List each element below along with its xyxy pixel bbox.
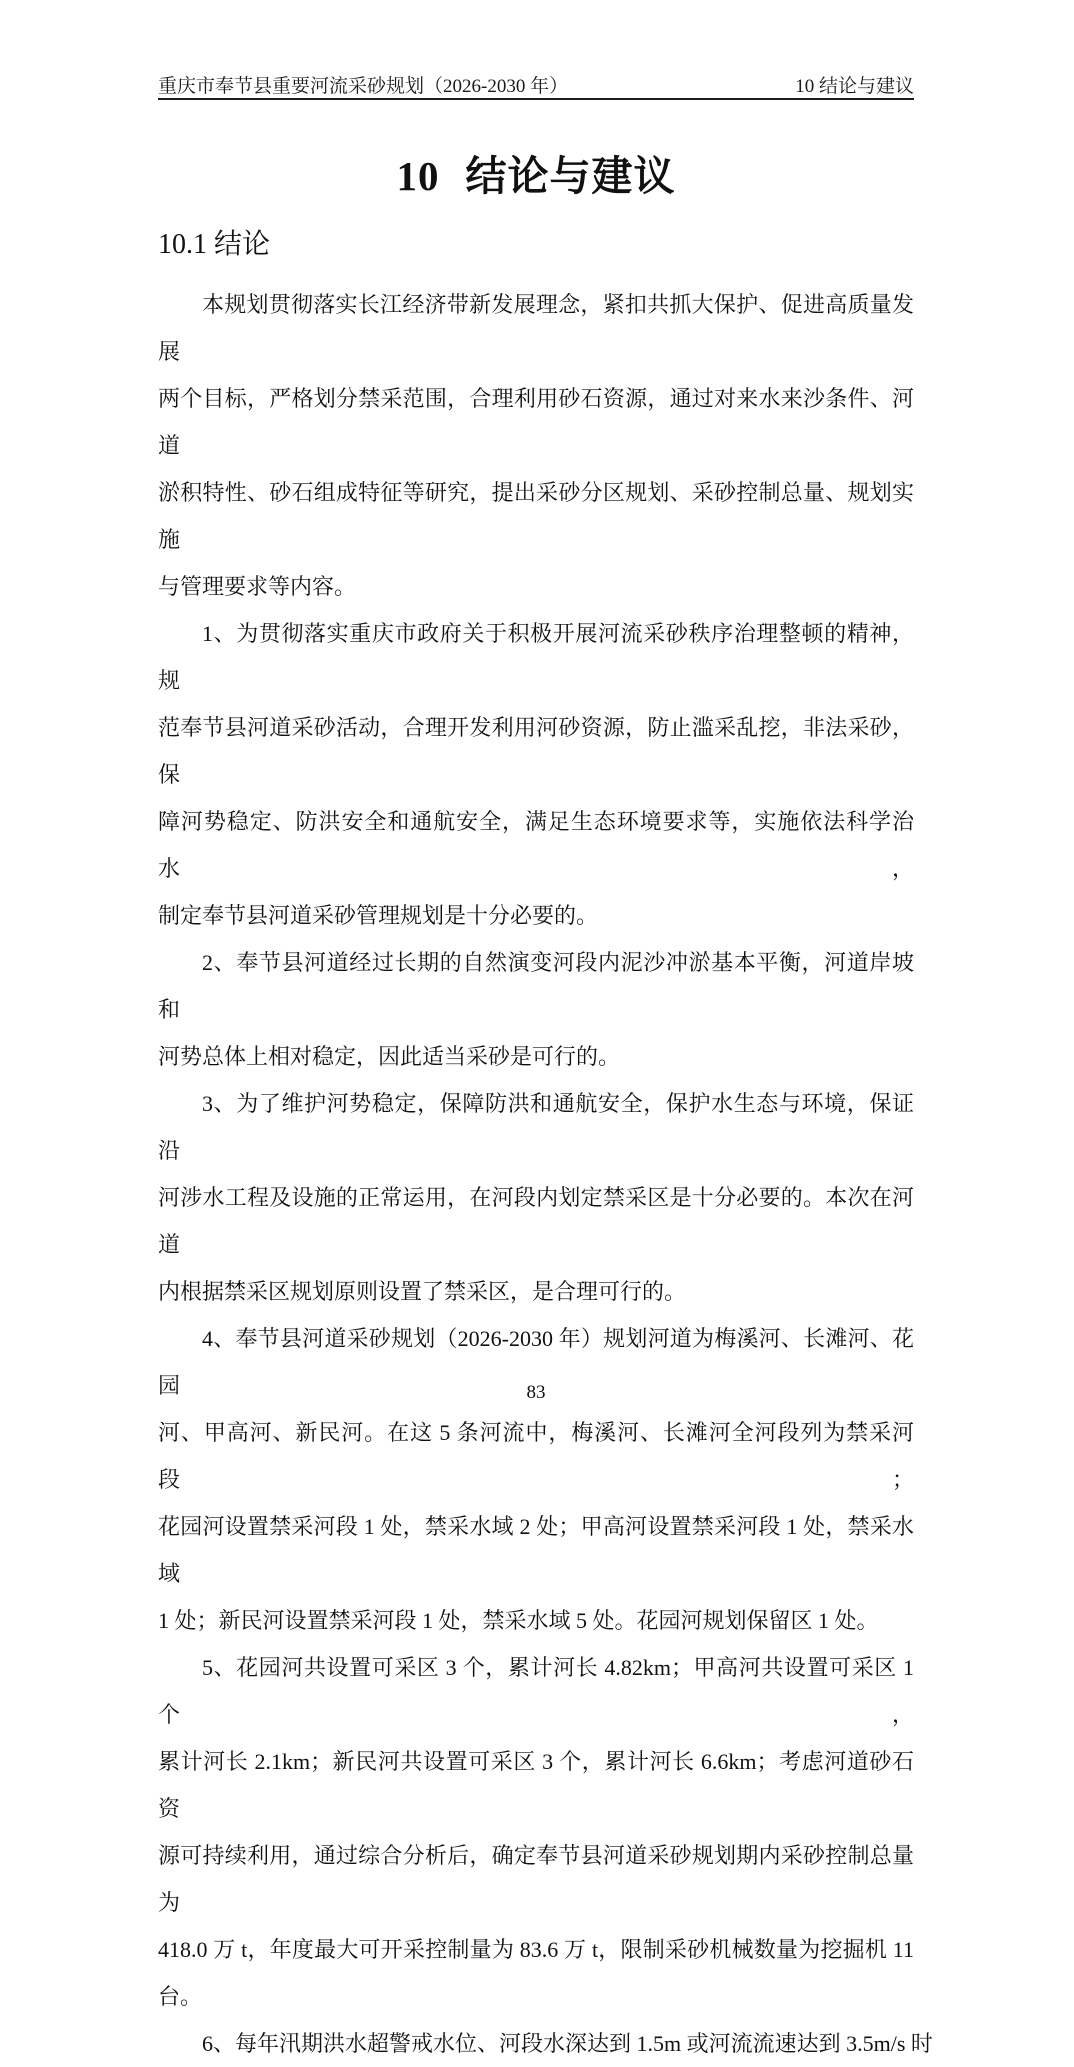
chapter-title (158, 143, 914, 202)
paragraph (158, 610, 914, 939)
body-line: 5、花园河共设置可采区 3 个，累计河长 4.82km；甲高河共设置可采区 1 个， (158, 1655, 914, 1727)
body-line: 两个目标，严格划分禁采范围，合理利用砂石资源，通过对来水来沙条件、河道 (158, 386, 914, 458)
header-divider (158, 98, 914, 100)
body-line: 河、甲高河、新民河。在这 5 条河流中，梅溪河、长滩河全河段列为禁采河段； (158, 1420, 914, 1492)
paragraph (158, 281, 914, 610)
body-line: 累计河长 2.1km；新民河共设置可采区 3 个，累计河长 6.6km；考虑河道砂石资 (158, 1749, 914, 1821)
body-line: 内根据禁采区规划原则设置了禁采区，是合理可行的。 (158, 1279, 687, 1304)
chapter-number: 10 (396, 153, 440, 199)
chapter-title-text: 结论与建议 (465, 153, 676, 199)
header-right-chapter: 10 结论与建议 (795, 76, 914, 97)
body-line: 障河势稳定、防洪安全和通航安全，满足生态环境要求等，实施依法科学治水， (158, 809, 914, 881)
body-line: 1、为贯彻落实重庆市政府关于积极开展河流采砂秩序治理整顿的精神，规 (158, 621, 914, 693)
paragraph (158, 2020, 933, 2067)
body-line: 与管理要求等内容。 (158, 574, 357, 599)
body-line: 4、奉节县河道采砂规划（2026-2030 年）规划河道为梅溪河、长滩河、花园 (158, 1326, 914, 1398)
body-line: 台。 (158, 1984, 203, 2009)
paragraph (158, 1644, 914, 2020)
body-line: 源可持续利用，通过综合分析后，确定奉节县河道采砂规划期内采砂控制总量为 (158, 1843, 914, 1915)
body-line: 6、每年汛期洪水超警戒水位、河段水深达到 1.5m 或河流流速达到 3.5m/s 时 (202, 2031, 933, 2056)
paragraph (158, 939, 914, 1080)
body-line: 河势总体上相对稳定，因此适当采砂是可行的。 (158, 1044, 621, 1069)
body-line: 花园河设置禁采河段 1 处，禁采水域 2 处；甲高河设置禁采河段 1 处，禁采水域 (158, 1514, 914, 1586)
body-line: 2、奉节县河道经过长期的自然演变河段内泥沙冲淤基本平衡，河道岸坡和 (158, 950, 914, 1022)
body-line: 淤积特性、砂石组成特征等研究，提出采砂分区规划、采砂控制总量、规划实施 (158, 480, 914, 552)
section-heading: 10.1 结论 (158, 229, 271, 260)
paragraph (158, 1315, 914, 1644)
body-line: 本规划贯彻落实长江经济带新发展理念，紧扣共抓大保护、促进高质量发展 (158, 292, 914, 364)
header-left-title: 重庆市奉节县重要河流采砂规划（2026-2030 年） (158, 76, 569, 97)
paragraph (158, 1080, 914, 1315)
body-line: 制定奉节县河道采砂管理规划是十分必要的。 (158, 903, 599, 928)
body-line: 1 处；新民河设置禁采河段 1 处，禁采水域 5 处。花园河规划保留区 1 处。 (158, 1608, 879, 1633)
body-line: 418.0 万 t，年度最大可开采控制量为 83.6 万 t，限制采砂机械数量为挖掘机 11 (158, 1937, 914, 1962)
body-line: 范奉节县河道采砂活动，合理开发利用河砂资源，防止滥采乱挖，非法采砂，保 (158, 715, 914, 787)
page-number: 83 (526, 1382, 546, 1403)
body-line: 3、为了维护河势稳定，保障防洪和通航安全，保护水生态与环境，保证沿 (158, 1091, 914, 1163)
page-header (158, 74, 914, 98)
document-body (158, 281, 933, 2067)
body-line: 河涉水工程及设施的正常运用，在河段内划定禁采区是十分必要的。本次在河道 (158, 1185, 914, 1257)
